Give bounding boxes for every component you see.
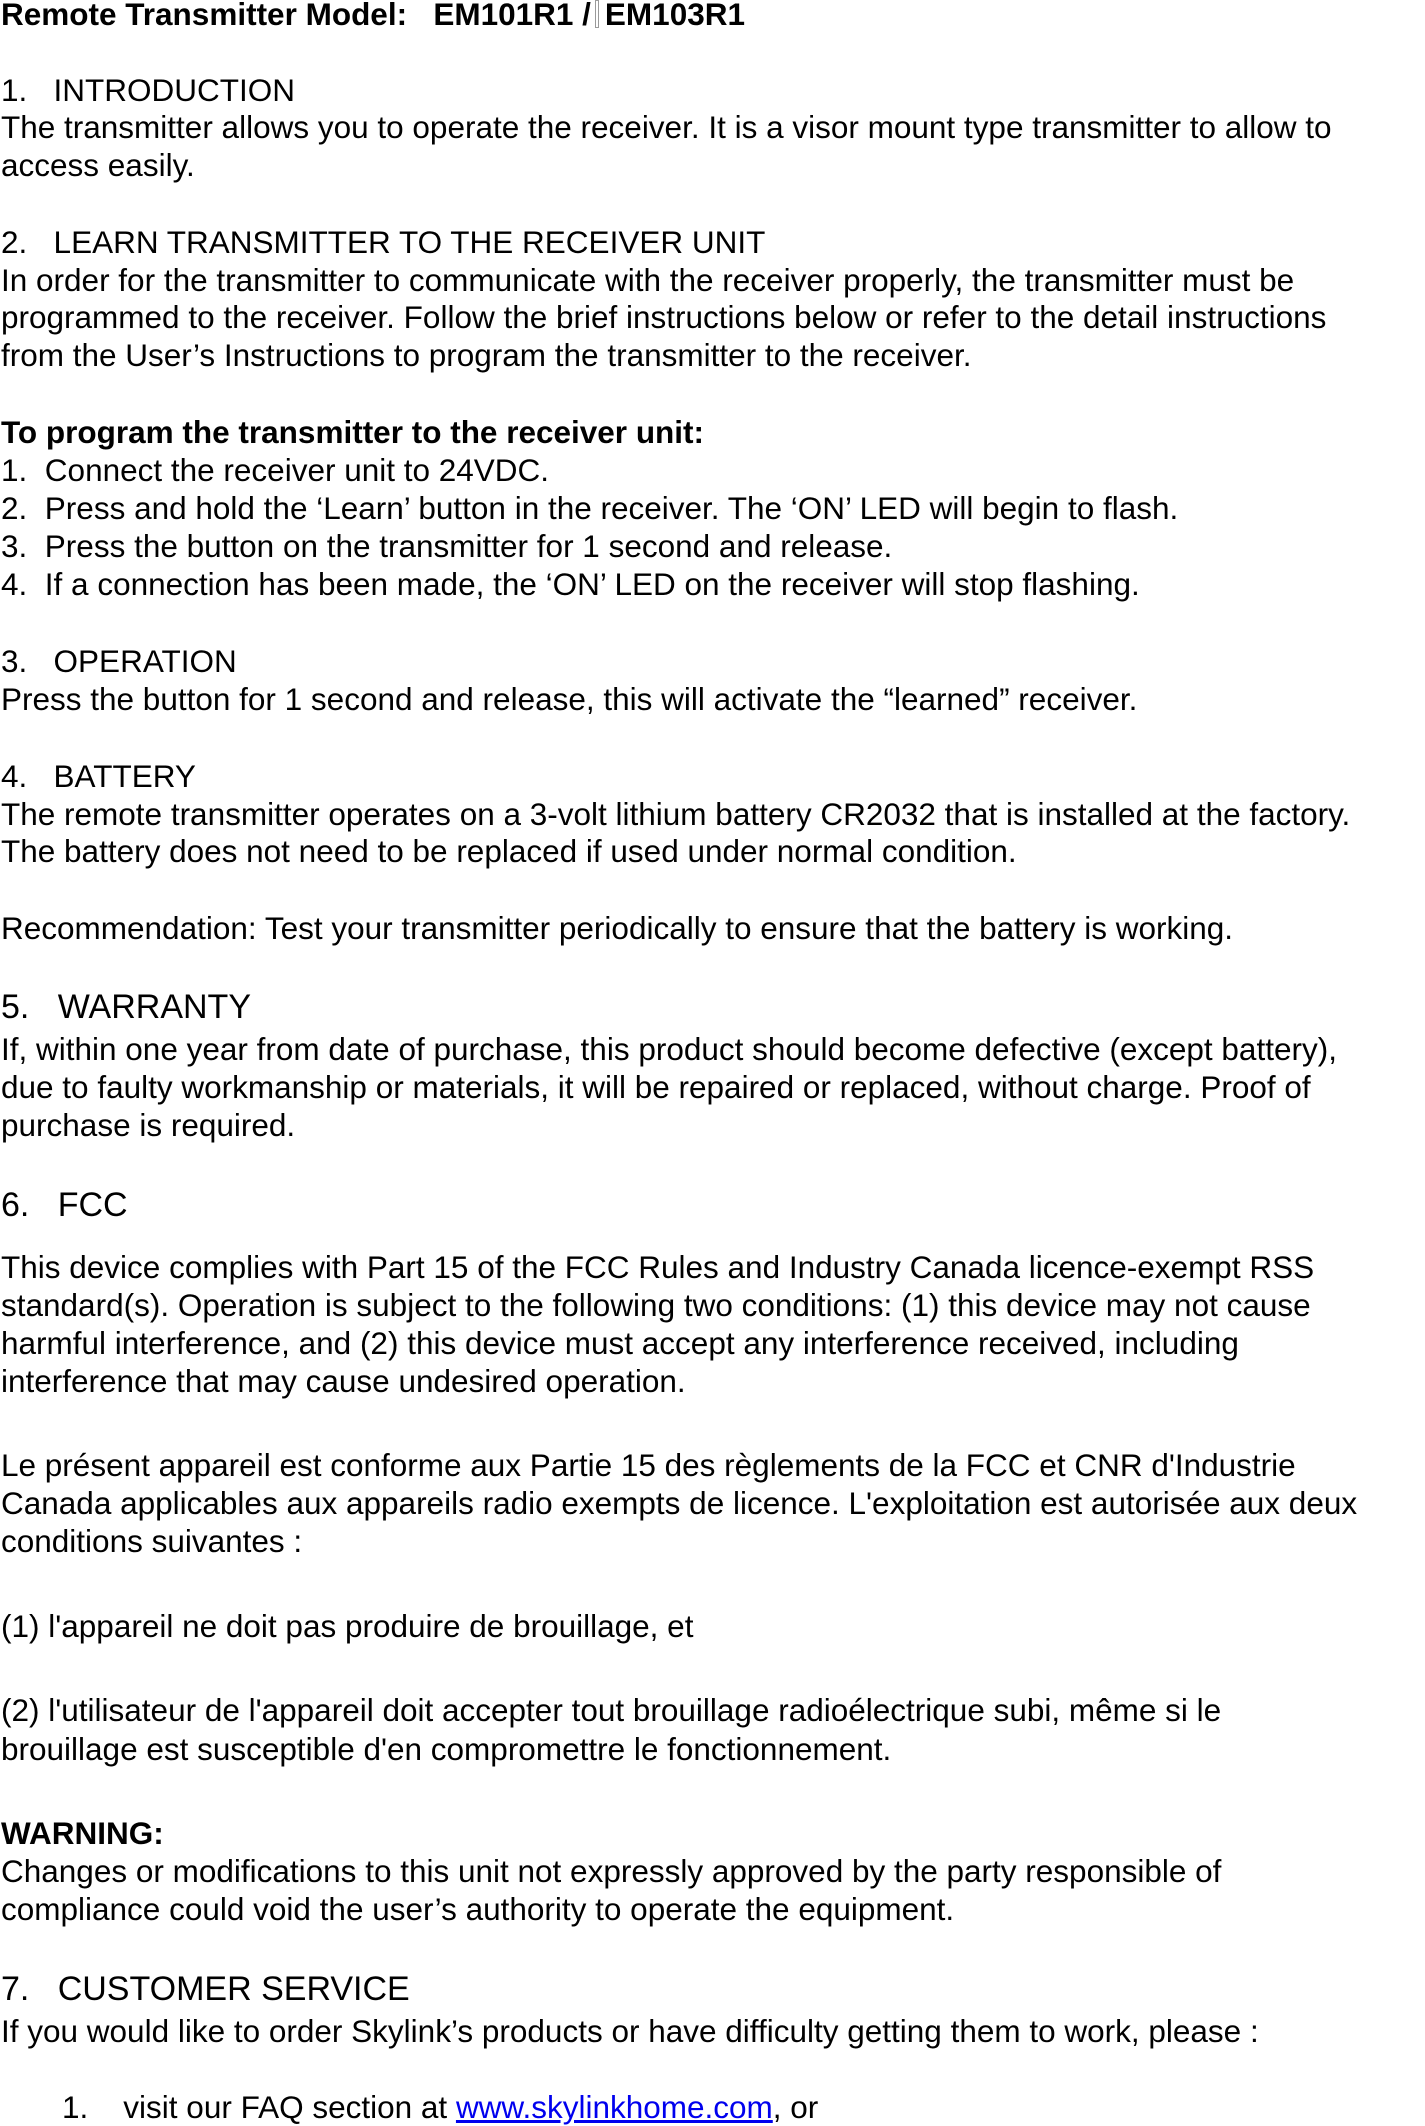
fcc-en-line-1: This device complies with Part 15 of the FCC Rules and Industry Canada licence-exempt RSS bbox=[1, 1249, 1315, 1285]
battery-recommendation: Recommendation: Test your transmitter periodically to ensure that the battery is working. bbox=[1, 910, 1233, 946]
section-heading-introduction: 1. INTRODUCTION bbox=[1, 72, 296, 108]
program-title: To program the transmitter to the receiver unit: bbox=[1, 414, 705, 450]
fcc-fr-line-1: Le présent appareil est conforme aux Partie 15 des règlements de la FCC et CNR d'Industrie bbox=[1, 1447, 1296, 1483]
warranty-line-2: due to faulty workmanship or materials, it will be repaired or replaced, without charge. Proof of bbox=[1, 1069, 1311, 1105]
section-heading-operation: 3. OPERATION bbox=[1, 643, 237, 679]
learn-line-2: programmed to the receiver. Follow the brief instructions below or refer to the detail instructions bbox=[1, 299, 1327, 335]
fcc-condition-2-line-2: brouillage est susceptible d'en compromettre le fonctionnement. bbox=[1, 1731, 892, 1767]
model-header bbox=[1, 0, 745, 33]
program-step: 4. If a connection has been made, the ‘ON’ LED on the receiver will stop flashing. bbox=[1, 566, 1140, 602]
warning-line-2: compliance could void the user’s authority to operate the equipment. bbox=[1, 1891, 955, 1927]
operation-line-1: Press the button for 1 second and release, this will activate the “learned” receiver. bbox=[1, 681, 1138, 717]
section-heading-battery: 4. BATTERY bbox=[1, 758, 196, 794]
service-list-item: 1. visit our FAQ section at www.skylinkhome.com, or bbox=[62, 2089, 819, 2125]
fcc-en-line-3: harmful interference, and (2) this device must accept any interference received, including bbox=[1, 1325, 1239, 1361]
fcc-condition-1: (1) l'appareil ne doit pas produire de brouillage, et bbox=[1, 1608, 694, 1644]
section-heading-warranty: 5. WARRANTY bbox=[1, 988, 251, 1026]
warning-title: WARNING: bbox=[1, 1815, 164, 1851]
model-a: EM101R1 / bbox=[433, 0, 591, 32]
service-line: If you would like to order Skylink’s products or have difficulty getting them to work, please : bbox=[1, 2013, 1259, 2049]
model-b: EM103R1 bbox=[604, 0, 745, 32]
program-step: 1. Connect the receiver unit to 24VDC. bbox=[1, 452, 550, 488]
fcc-en-line-2: standard(s). Operation is subject to the following two conditions: (1) this device may not cause bbox=[1, 1287, 1311, 1323]
fcc-condition-2-line-1: (2) l'utilisateur de l'appareil doit accepter tout brouillage radioélectrique subi, même si le bbox=[1, 1692, 1222, 1728]
intro-line-1: The transmitter allows you to operate the receiver. It is a visor mount type transmitter to allow to bbox=[1, 109, 1332, 145]
fcc-en-line-4: interference that may cause undesired operation. bbox=[1, 1363, 686, 1399]
section-heading-fcc: 6. FCC bbox=[1, 1186, 128, 1224]
warranty-line-1: If, within one year from date of purchase, this product should become defective (except battery), bbox=[1, 1031, 1337, 1067]
warning-line-1: Changes or modifications to this unit not expressly approved by the party responsible of bbox=[1, 1853, 1222, 1889]
fcc-fr-line-2: Canada applicables aux appareils radio exempts de licence. L'exploitation est autorisée aux deux bbox=[1, 1485, 1358, 1521]
section-heading-customer-service: 7. CUSTOMER SERVICE bbox=[1, 1970, 410, 2008]
battery-line-1: The remote transmitter operates on a 3-volt lithium battery CR2032 that is installed at the factory. bbox=[1, 796, 1351, 832]
model-label: Remote Transmitter Model: bbox=[1, 0, 408, 32]
placeholder-glyph-icon bbox=[595, 0, 599, 28]
battery-line-2: The battery does not need to be replaced if used under normal condition. bbox=[1, 833, 1017, 869]
skylinkhome-link[interactable]: www.skylinkhome.com bbox=[455, 2089, 773, 2125]
intro-line-2: access easily. bbox=[1, 147, 195, 183]
learn-line-3: from the User’s Instructions to program the transmitter to the receiver. bbox=[1, 337, 972, 373]
fcc-fr-line-3: conditions suivantes : bbox=[1, 1523, 303, 1559]
program-step: 3. Press the button on the transmitter for 1 second and release. bbox=[1, 528, 893, 564]
learn-line-1: In order for the transmitter to communicate with the receiver properly, the transmitter must be bbox=[1, 262, 1295, 298]
section-heading-learn: 2. LEARN TRANSMITTER TO THE RECEIVER UNIT bbox=[1, 224, 766, 260]
program-step: 2. Press and hold the ‘Learn’ button in the receiver. The ‘ON’ LED will begin to flash. bbox=[1, 490, 1179, 526]
warranty-line-3: purchase is required. bbox=[1, 1107, 296, 1143]
